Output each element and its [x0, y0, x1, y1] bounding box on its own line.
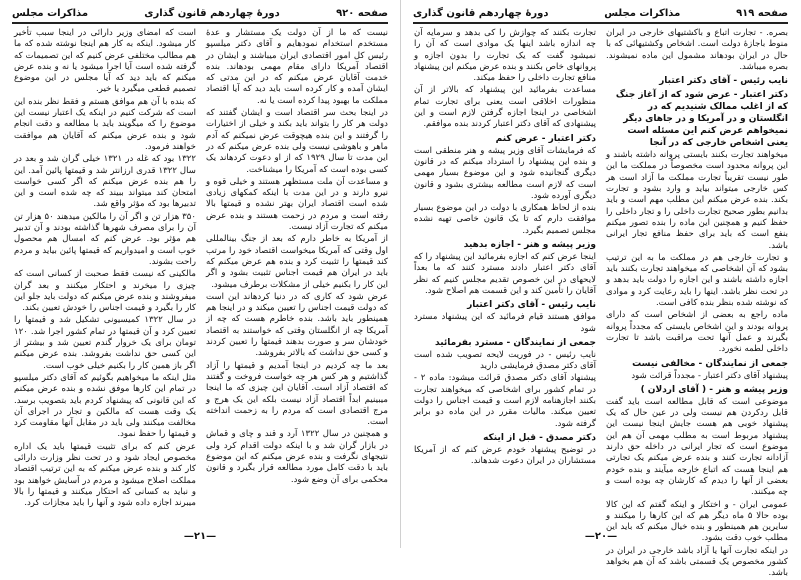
paragraph: و همچنین در سال ۱۳۲۲ آرد و قند و چای و قماش در بازار گران شد و با اینکه دولت اقدام کرد ولی نتیجهای نگرفت و بنده عرض میکنم که این موضوع باید با دقت کامل مورد مطالعه قرار بگیرد و قانون محکمی برای آن وضع شود.: [206, 429, 388, 485]
speaker-heading: نایب رئیس - آقای دکتر اعتبار: [659, 76, 788, 87]
paragraph: موضوعی است که قابل مطالعه است باید گفت قابل ردکردن هم نیست ولی در عین حال که یک پیشنهاد خوبی هم هست جایش اینجا نیست این پیشنهاد مربوط است به مطلب مهمی آن هم این موضوع است که تجار ایرانی در داخله حق دارند آزادانه تجارت کنند و بنده عرض میکنم یک تجارتی هم اینجا هست که اتباع خارجه میآیند و بنده خودم بعضی از آنها را دیدم که کارشان چه بوده است و چه میکنند.: [606, 396, 788, 498]
paragraph: نیست که ما از آن دولت یک مستشار و عدهٔ مستخدم استخدام نمودهایم و آقای دکتر میلسپو رئیس کل امور اقتصادی ایران میباشند و ایشان در اقتصاد آمریکا دارای مقام مهمی بودهاند. بنده خدمت آقایان عرض میکنم که در این مدتی که ایشان آمده و کار کرده است باید دید که آیا اقتصاد مملکت ما بهبود پیدا کرده است یا نه.: [206, 28, 388, 106]
text-column: [414, 28, 596, 528]
paragraph: و تجارت خارجی هم در مملکت ما به این ترتیب بشود که آن اشخاصی که میخواهند تجارت بکنند باید اجازه داشته باشند و این اجازه را دولت باید بدهد و در تحت نظر باشد. اینها را باید رعایت کرد و موادی که نوشته شده بنظر بنده کافی است.: [606, 252, 788, 309]
paragraph: میخواهند تجارت بکنند بایستی پروانه داشته باشند و این پروانه محدود است مخصوصاً در مملکت ما این طور نیست تقریباً تجارت مملکت ما آزاد است هر کس خارجی میتواند بیاید و وارد بشود و تجارت بکند. بنده عرض میکنم این مطلب مهم است و باید بدانیم بطور صحیح تجارت داخلی را و تجار داخلی را حفظ کنیم و همچنین این ماده را بنده تصور میکنم بنفع است که باید برای حفظ منافع تجار ایرانی باشد.: [606, 150, 788, 251]
paragraph: است که امضای وزیر دارائی در اینجا سبب تأخیر کار میشود. اینکه به کار هم اینجا نوشته شده که ما هم مطالب مختلفی عرض کنیم که این تصمیمات که گرفته شده است آیا اجرا میشود یا نه و بنده عرض میکنم که باید دید که آیا مجلس در این موضوع تصمیم قطعی میگیرد یا خیر.: [14, 28, 196, 95]
paragraph: بعد ما چه کردیم در اینجا آمدیم و قیمتها را آزاد گذاشتیم و هر کس هر چه خواست فروخت و گفتند که اقتصاد آزاد است. آقایان این چیزی که ما اینجا میبینیم ابداً اقتصاد آزاد نیست بلکه این یک هرج و مرج اقتصادی است که مردم را به زحمت انداخته است.: [206, 360, 388, 428]
header-title: دورهٔ چهاردهم قانون گذاری: [413, 7, 549, 19]
page-number: صفحه ۹۲۰: [336, 7, 388, 19]
page-header: [413, 4, 788, 24]
header-title: دورهٔ چهاردهم قانون گذاری: [144, 7, 280, 19]
speaker-heading: دکتر مصدق - قبل از اینکه: [483, 432, 596, 443]
page-919: [400, 0, 800, 579]
paragraph: ۱۳۲۲ بود که غله در ۱۳۲۱ خیلی گران شد و بعد در سال ۱۳۲۲ قدری ارزانتر شد و قیمتها پائین آمد. این را هم بنده عرض میکنم که اگر کسی خواست امتحان کند میتواند ببیند که چه شده است و این تدبیرها بود که مؤثر واقع شد.: [14, 154, 196, 210]
paragraph: در اینکه تجارت آنها یا آزاد باشد خارجی در ایران در کشور مخصوص یک قسمتی باشد که آن هم بخواهد باشد.: [606, 545, 788, 579]
page-920: [0, 0, 400, 548]
paragraph: عرض کنم که برای تثبیت قیمتها باید یک اداره مخصوص ایجاد شود و در تحت نظر وزارت دارائی کار کند و بنده عرض میکنم که به این ترتیب اقتصاد مملکت اصلاح میشود و مردم در آسایش خواهند بود و نباید به کسانی که احتکار میکنند و قیمتها را بالا میبرند اجازه داده شود و آنها را باید مجازات کرد.: [14, 441, 196, 509]
paragraph: مالکینی که نیست فقط صحبت از کسانی است که چیزی را میخرند و احتکار میکنند و بعد گران میفروشند و بنده عرض میکنم که دولت باید جلو این کار را بگیرد و قیمت اجناس را خودش تعیین بکند.: [14, 269, 196, 314]
paragraph: در توضیح پیشنهاد خودم عرض کنم که از آمریکا مستشاران در ایران دعوت شدهاند.: [414, 444, 596, 467]
speaker-heading: نایب رئیس - آقای دکتر اعتبار: [467, 300, 596, 311]
paragraph: نایب رئیس - در فوریت لایحه تصویب شده است آقای دکتر مصدق فرمایشی دارید: [414, 349, 596, 372]
page-header: [12, 4, 388, 24]
paragraph: از آمریکا به خاطر دارم که بعد از جنگ بینالمللی اول وقتی که آمریکا میخواست اقتصاد خود را مرتب کند قیمتها را تثبیت کرد و بنده هم عرض میکنم که باید در ایران هم قیمت اجناس تثبیت بشود و اگر این کار را بکنیم خیلی از مشکلات برطرف میشود.: [206, 234, 388, 290]
paragraph: مساعدت بفرمائید این پیشنهاد که بالاتر از آن منظورات اخلاقی است یعنی برای تجارت تمام اشخاصی در اینجا اجازه گرفتن لازم است و این پیشنهادی که آقای دکتر اعتبار کردند بنده موافقم.: [414, 85, 596, 130]
text-column: [14, 28, 196, 528]
text-column: [606, 28, 788, 579]
page-number: صفحه ۹۱۹: [736, 7, 788, 19]
header-subtitle: مذاکرات مجلس: [604, 7, 681, 19]
speaker-heading: دکتر اعتبار - عرض شود که از آغاز جنگ که از اغلب ممالک شنیدیم که در انگلستان و در آمریکا و در جاهای دیگر نمیخواهم عرض کنم این مسئله است یعنی اشخاص خارجی که در آنجا: [615, 90, 788, 149]
paragraph: اینجا عرض کنم که اجازه بفرمائید این پیشنهاد را که آقای دکتر اعتبار دادند مسترد کنند که ما بعداً لایحهای در این خصوص تقدیم مجلس کنیم که نظر آقایان را تأمین کند و این قسمت هم اصلاح شود.: [414, 252, 596, 296]
paragraph: عرض شود که کاری که در دنیا کردهاند این است که دولت قیمت اجناس را تعیین میکند و در اینجا هم همینطور باید باشد. بنده خاطرم هست که چه از آمریکا چه از انگلستان وقتی که خواستند به اقتصاد خودشان سر و صورت بدهند قیمتها را تعیین کردند و کسی حق نداشت که بالاتر بفروشد.: [206, 291, 388, 359]
page-footer: —۲۰—: [584, 531, 618, 542]
paragraph: بصره. - تجارت اتباع و باکشتیهای خارجی در ایران منوط باجازهٔ دولت است. اشخاص وکشتیهائی که با حال در ایران بودهاند مشمول این ماده نمیشوند. بصره میباشد.: [606, 28, 788, 72]
paragraph: در سال ۱۳۲۲ کمیسیونی تشکیل شد و قیمتها را تعیین کرد و آن قیمتها در تمام کشور اجرا شد. ۱۲۰ تومان برای یک خروار گندم تعیین شد و بیشتر از این کسی حق نداشت بفروشد. بنده عرض میکنم اگر باز همین کار را بکنیم خیلی خوب است.: [14, 315, 196, 371]
text-column: [206, 28, 388, 528]
paragraph: و مساعدت آن ملت مستظهر هستند و خیلی قوه و نیرو دارند و در این مدت با اینکه کمکهای زیادی شده است اقتصاد ایران بهتر نشده و قیمتها بالا رفته است و مردم در زحمت هستند و بنده عرض میکنم که تجارت آزاد نیست.: [206, 176, 388, 233]
page-footer: —۲۱—: [183, 531, 217, 542]
paragraph: که فرمایشات آقای وزیر پیشه و هنر منطقی است و بنده این پیشنهاد را استرداد میکنم که در قانون دیگری گنجانیده شود و این موضوع بسیار مهمی است که لازم است مطالعه بیشتری بشود و قانون دیگری آورده شود.: [414, 145, 596, 201]
paragraph: موافق هستند قیام فرمائید که این پیشنهاد مسترد شود: [414, 312, 596, 334]
paragraph: ماده راجع به بعضی از اشخاص است که دارای پروانه بودند و این اشخاص بایستی که مجدداً پروانه بگیرند و عمل آنها تحت مراقبت باشد تا تجارت داخلی لطمه نخورد.: [606, 310, 788, 355]
speaker-heading: جمعی از نمایندگان - مسترد بفرمائید: [435, 337, 596, 348]
paragraph: که بنده با آن هم موافق هستم و فقط نظر بنده این است که شرکت کنیم در اینکه یک اعتبار نیست این موضوع را که میگویند باید با مطالعه و دقت انجام شود و بنده عرض میکنم که آقایان هم موافقت خواهند فرمود.: [14, 96, 196, 152]
speaker-heading: وزیر پیشه و هنر - ( آقای اردلان ): [640, 384, 788, 395]
header-subtitle: مذاکرات مجلس: [12, 7, 89, 19]
paragraph: ۳۵۰ هزار تن و اگر آن را مالکین میدهند ۵۰ هزار تن آن را برای مصرف شهرها گذاشته بودند و آن تدبیر هم مؤثر بود. عرض کنم که امسال هم محصول خوب است و امیدواریم که قیمتها پائین بیاید و مردم راحت بشوند.: [14, 211, 196, 267]
paragraph: پیشنهاد آقای دکتر مصدق قرائت میشود: ماده ۲ - در تمام کشور برای اشخاصی که میخواهند تجارت بکنند اجازهنامه لازم است و قیمت اجناس را دولت تعیین میکند. مالیات مقرر در این ماده دو برابر گرفته شود.: [414, 373, 596, 429]
speaker-heading: دکتر اعتبار - عرض کنم: [495, 133, 596, 144]
paragraph: پیشنهاد آقای دکتر اعتبار - مجدداً قرائت شود: [631, 370, 788, 381]
paragraph: عمومی ایران - و اختکار و اینکه گفتم که این کالا بوده حالا ۵ ماه دیگر هم که این کارها را میکنند و سایرین هم همینطور و بنده خیال میکنم که باید این مطلب خوب دقت بشود.: [606, 499, 788, 544]
paragraph: مثل اینکه ما میخواهیم بگوئیم که آقای دکتر میلسپو در تمام این کارها موفق نشده و بنده عرض میکنم که این قانونی که پیشنهاد کردم باید بتصویب برسد. یک وقت هست که مالکین و تجار در اجرای آن مخالفت میکنند ولی باید در مقابل آنها مقاومت کرد و قیمتها را حفظ نمود.: [14, 372, 196, 440]
paragraph: بنده از لحاظ همکاری با دولت در این موضوع بسیار موافقت دارم که تا یک قانون خاصی تهیه نشده مجلس تصمیم بگیرد.: [414, 203, 596, 236]
paragraph: در اینجا بحث سر اقتصاد است و ایشان گفتند که دولت هر کار را بتواند باید بکند و خیلی از اختیارات را گرفتند و این بنده هیچوقت عرض نمیکنم که آدم ماهر و باهوشی نیست ولی بنده عرض میکنم که در این مدت تا سال ۱۹۲۹ که از او دعوت کردهاند یک کسی بوده است که آمریکا را میشناخت.: [206, 108, 388, 175]
speaker-heading: وزیر پیشه و هنر - اجازه بدهید: [463, 240, 596, 251]
speaker-heading: جمعی از نمایندگان - مخالفی نیست: [632, 358, 788, 369]
paragraph: تجارت بکنند که چوازش را کی بدهد و سرمایه آن چه اندازه باشد اینها یک موادی است که آن را نمیشود گفت که یک تجارت را بدون اجازه و پروانهای خاص بکنند و بنده عرض میکنم این پیشنهاد منافع تجارت داخلی را حفظ میکند.: [413, 28, 596, 84]
